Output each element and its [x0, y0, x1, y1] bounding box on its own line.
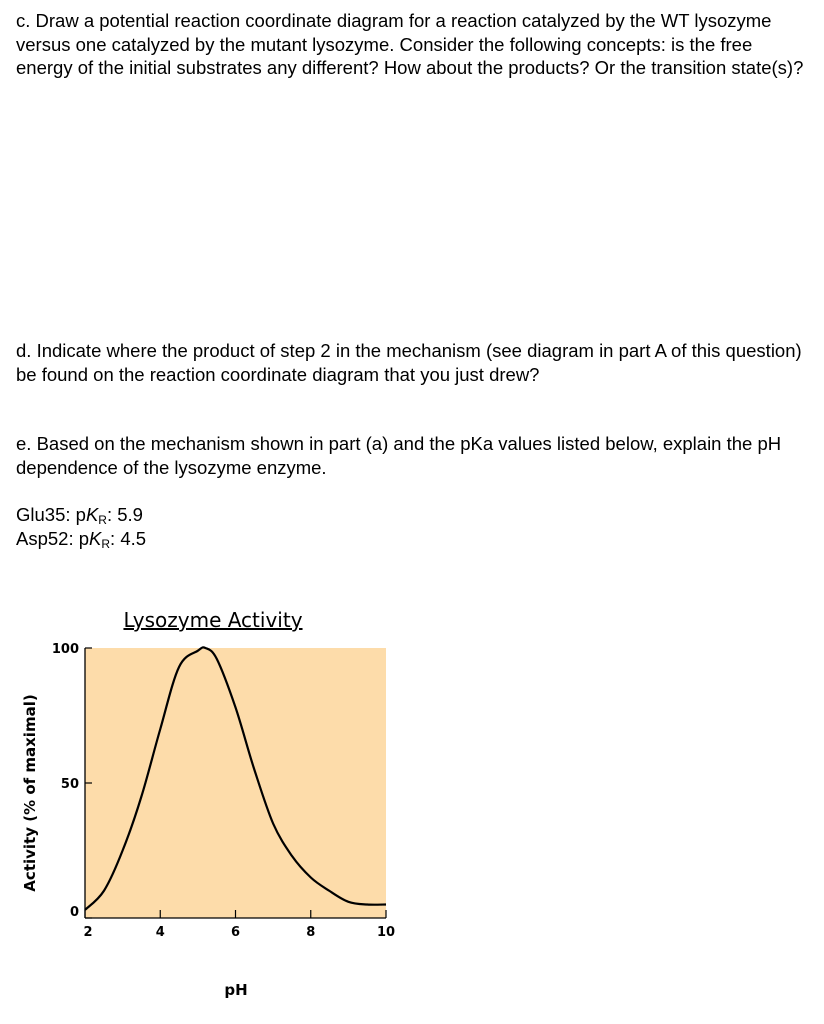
pka-asp52-subscript: R	[101, 537, 111, 551]
x-axis-label: pH	[224, 981, 248, 999]
plot-area	[85, 648, 386, 918]
x-tick-label: 10	[376, 925, 396, 940]
pka-glu35-value: : 5.9	[106, 504, 143, 525]
x-tick-label: 8	[306, 925, 316, 940]
chart-title: Lysozyme Activity	[123, 608, 303, 632]
y-tick-label: 100	[51, 642, 79, 657]
lysozyme-activity-chart	[0, 600, 440, 1010]
y-axis-label: Activity (% of maximal)	[21, 694, 39, 892]
pka-asp52	[16, 527, 146, 557]
question-d: d. Indicate where the product of step 2 in the mechanism (see diagram in part A of this question) be found on the reaction coordinate diagram that you just drew?	[16, 340, 802, 385]
question-e: e. Based on the mechanism shown in part (a) and the pKa values listed below, explain the pH dependence of the lysozyme enzyme.	[16, 433, 782, 478]
x-tick-label: 4	[155, 925, 165, 940]
pka-asp52-k: K	[89, 528, 102, 549]
pka-glu35-label: Glu35: p	[16, 504, 86, 525]
pka-glu35-k: K	[85, 504, 99, 525]
x-tick-label: 2	[83, 925, 93, 940]
x-tick-label: 6	[230, 925, 241, 940]
pka-asp52-label: Asp52: p	[16, 528, 90, 549]
y-tick-label: 50	[60, 777, 79, 792]
y-tick-label: 0	[69, 905, 79, 920]
pka-asp52-value: : 4.5	[110, 528, 147, 549]
question-c: c. Draw a potential reaction coordinate diagram for a reaction catalyzed by the WT lysozyme versus one catalyzed by the mutant lysozyme. Consider the following concepts: is the free energy of the initial substrates any different? How about the products? Or the transition state(s)?	[16, 10, 804, 78]
pka-glu35-subscript: R	[98, 513, 107, 527]
